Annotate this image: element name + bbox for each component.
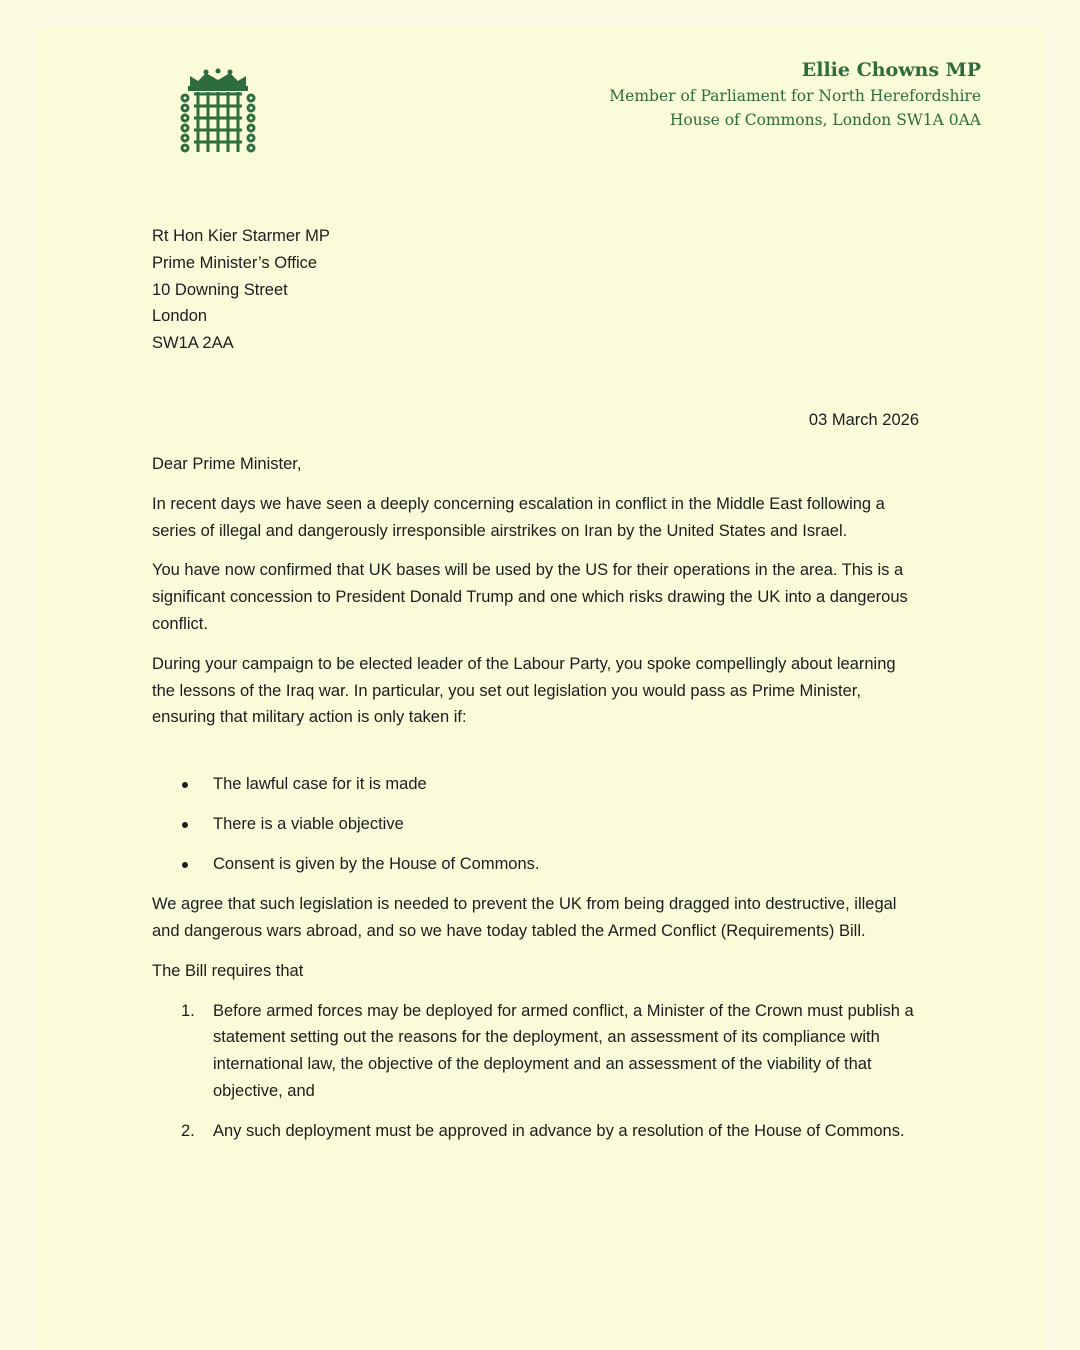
list-item	[152, 998, 922, 1105]
recipient-line: London	[152, 307, 208, 326]
list-item	[152, 811, 922, 838]
letter-page	[35, 28, 1043, 1350]
list-item-text: Before armed forces may be deployed for armed conflict, a Minister of the Crown must publish a statement setting out the reasons for the deployment, an assessment of its compliance with international law, the objective of the deployment and an assessment of the viability of that objective, and	[213, 1001, 914, 1100]
recipient-line: Rt Hon Kier Starmer MP	[152, 227, 330, 245]
list-number: 1.	[181, 1001, 195, 1020]
recipient-line: Prime Minister’s Office	[152, 253, 318, 272]
recipient-line: SW1A 2AA	[152, 334, 234, 353]
bullet-icon	[182, 782, 188, 788]
bullet-icon	[182, 862, 188, 868]
mp-role: Member of Parliament for North Herefordshire	[609, 87, 981, 105]
mp-address: House of Commons, London SW1A 0AA	[669, 111, 981, 129]
bill-intro: The Bill requires that	[152, 961, 304, 980]
list-item-text: Consent is given by the House of Commons.	[213, 855, 540, 874]
paragraph: In recent days we have seen a deeply concerning escalation in conflict in the Middle East following a series of illegal and dangerously irresponsible airstrikes on Iran by the United States and Israel.	[152, 494, 885, 540]
recipient-address	[152, 223, 330, 357]
list-item-text: Any such deployment must be approved in advance by a resolution of the House of Commons.	[213, 1121, 905, 1140]
list-item-text: There is a viable objective	[213, 815, 404, 834]
paragraph: You have now confirmed that UK bases will be used by the US for their operations in the area. This is a significant concession to President Donald Trump and one which risks drawing the UK into a dangerous conflict.	[152, 561, 908, 633]
paragraph: We agree that such legislation is needed to prevent the UK from being dragged into destructive, illegal and dangerous wars abroad, and so we have today tabled the Armed Conflict (Requirements) Bill.	[152, 895, 897, 940]
list-number: 2.	[181, 1121, 195, 1140]
portcullis-icon	[180, 68, 256, 156]
mp-name: Ellie Chowns MP	[801, 59, 981, 81]
recipient-line: 10 Downing Street	[152, 280, 288, 299]
conditions-list	[152, 771, 922, 878]
paragraph: During your campaign to be elected leader of the Labour Party, you spoke compellingly about learning the lessons of the Iraq war. In particular, you set out legislation you would pass as Prime Minister, ensuring that military action is only taken if:	[152, 654, 896, 727]
list-item-text: The lawful case for it is made	[213, 775, 427, 794]
salutation: Dear Prime Minister,	[152, 455, 302, 473]
list-item	[152, 771, 922, 798]
requirements-list	[152, 998, 922, 1145]
letter-body	[152, 451, 922, 1158]
bullet-icon	[182, 822, 188, 828]
list-item	[152, 1118, 922, 1145]
letter-date: 03 March 2026	[808, 411, 919, 429]
letterhead	[609, 56, 981, 132]
list-item	[152, 851, 922, 878]
